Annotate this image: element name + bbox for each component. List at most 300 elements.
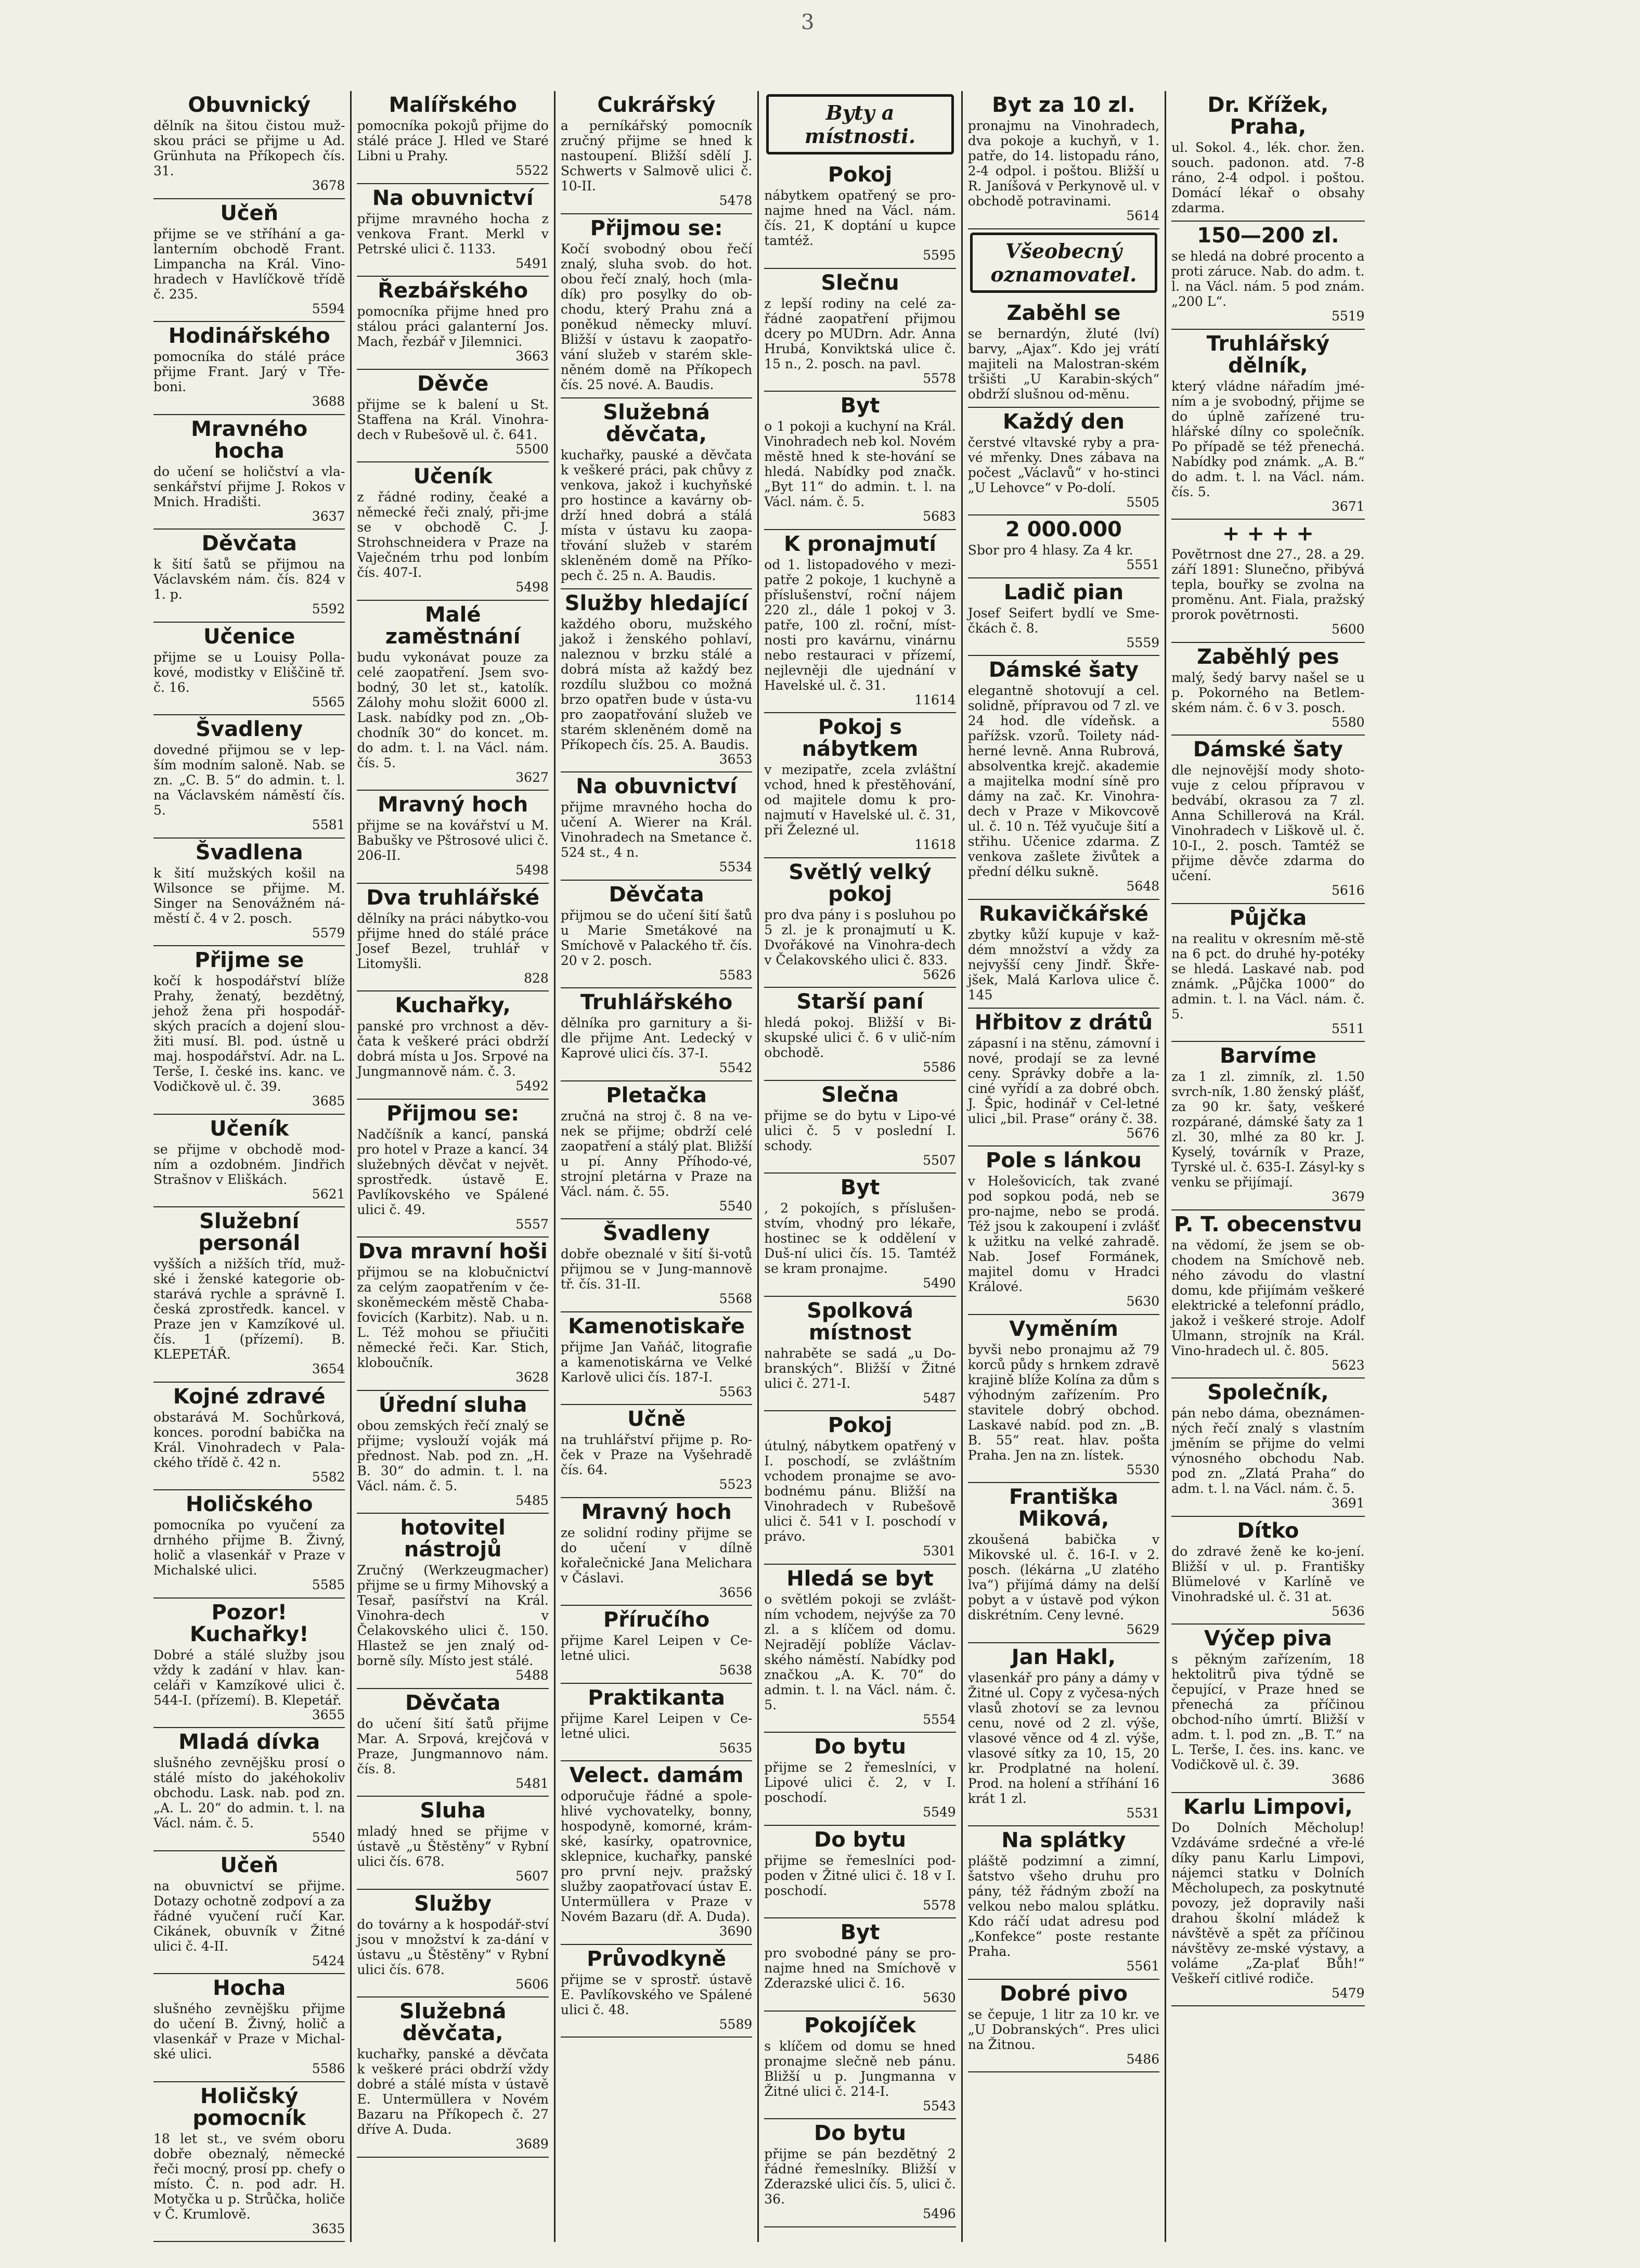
ad-body: se přijme v obchodě mod-ním a ozdobném. Jindřich Strašnov v Eliškách. [153, 1141, 345, 1187]
ad-title: Pokojíček [804, 2013, 916, 2038]
ad-number: 5531 [1126, 1805, 1160, 1821]
ad-title: Každý den [1002, 409, 1125, 434]
classified-ad [764, 2012, 955, 2120]
classified-ad [153, 839, 345, 947]
ad-number: 5554 [923, 1711, 956, 1727]
ad-body: do zdravé ženě ke ko-jení. Bližší v ul. p. Františky Blümelové v Karlíně ve Vinohradské ul. č. 31 at. [1171, 1543, 1365, 1604]
ad-body: nahraběte se sadá „u Do-branských“. Bližší v Žitné ulici č. 271-I. [764, 1345, 956, 1391]
classified-ad [764, 1081, 955, 1174]
ad-body: dovedné přijmou se v lep-ším modním saloně. Nab. se zn. „C. B. 5“ do admin. t. l. na Václavském náměstí čís. 5. [153, 742, 345, 818]
ad-body: na obuvnictví se přijme. Dotazy ochotně zodpoví a za řádné vyučení ručí Kar. Cikánek, obuvník v Žitné ulici č. 4-II. [153, 1878, 345, 1954]
ad-body: zápasní i na stěnu, zámovní i nové, prodají se za levné ceny. Správky dobře a la-ciné vyřídí a za dobré obch. J. Špic, hodinář v Cel-letné ulici „bil. Prase“ orány č. 38. [967, 1035, 1160, 1126]
ad-body: zručná na stroj č. 8 na ve-nek se přijme; obdrží celé zaopatření a stálý plat. Bližší u pí. Anny Příhodo-vé, strojní pletárna v Praze na Václ. nám. č. 55. [560, 1108, 753, 1199]
classified-ad [561, 772, 752, 881]
ad-number: 5505 [1126, 494, 1160, 510]
ad-body: se čepuje, 1 litr za 10 kr. ve „U Dobranských“. Pres ulici na Žitnou. [967, 2006, 1160, 2052]
ad-number: 5543 [923, 2098, 956, 2114]
classified-ad [764, 1565, 955, 1733]
ad-number: 828 [524, 970, 549, 986]
ad-title: Dámské šaty [988, 658, 1139, 682]
ad-body: přijme se u Louisy Polla-kové, modistky v Eliščině tř. č. 16. [153, 649, 345, 695]
classified-ad [357, 1890, 548, 1998]
ad-number: 3685 [312, 1093, 345, 1109]
ad-body: odporučuje řádné a spole-hlivé vychovatelky, bonny, hospodyně, komorné, krám-ské, kasírky, opatrovnice, sklepnice, kuchařky, panské pro první nejv. pražský služby zaopatřovací ústav E. Untermüllera v Praze v Novém Bazaru (dř. A. Duda). [560, 1788, 753, 1924]
ad-number: 5507 [923, 1152, 956, 1168]
ad-title: Do bytu [814, 2121, 906, 2145]
ad-body: přijme se pán bezdětný 2 řádné řemeslníky. Bližší v Zderazské ulici čís. 5, ulici č. 36. [764, 2146, 956, 2207]
ad-title: Služby [414, 1891, 492, 1916]
classified-ad [764, 1826, 955, 1919]
classified-ad [764, 1411, 955, 1565]
ad-body: vyšších a nižších tříd, muž-ské i ženské kategorie ob-starává rychle a správně I. česká zprostředk. kancel. v Praze jen v Kamzíkové ul. čís. 1 (přízemí). B. KLEPETÁŘ. [153, 1256, 345, 1362]
ad-title: Ladič pian [1003, 580, 1124, 604]
ad-number: 5559 [1126, 635, 1160, 650]
ad-title: Švadleny [603, 1221, 711, 1245]
ad-number: 5561 [1126, 1958, 1160, 1974]
ad-body: Do Dolních Měcholup! Vzdáváme srdečné a vře-lé díky panu Karlu Limpovi, nájemci statku v Dolních Měcholupech, za poskytnuté povozy, jež dopravily naši drahou školní mládež k návštěvě a spět za příčinou návštěvy ze-mské výstavy, a voláme „Za-plať Bůh!“ Veškeří citlivé rodiče. [1171, 1820, 1365, 1986]
ad-body: v Holešovicích, tak zvané pod sopkou podá, neb se pro-najme, nebo se prodá. Též jsou k zakoupení i zvlášť k užitku na velké zahradě. Nab. Josef Formánek, majitel domu v Hradci Králové. [967, 1174, 1160, 1294]
ad-body: zbytky kůží kupuje v kaž-dém množství a vždy za nejvyšší ceny Jindř. Škře-jšek, Malá Karlova ulice č. 145 [967, 926, 1160, 1002]
classified-ad [153, 1490, 345, 1599]
ad-body: dobře obeznalé v šití ši-votů přijmou se v Jung-mannově tř. čís. 31-II. [560, 1246, 753, 1292]
classified-ad [561, 1312, 752, 1406]
classified-ad [357, 1797, 548, 1890]
ad-number: 3688 [312, 394, 345, 409]
ad-title: Na splátky [1001, 1828, 1126, 1852]
section-header: Byty a místnosti. [766, 94, 953, 154]
ad-title: Dva mravní hoši [358, 1240, 548, 1264]
ad-title: Služby hledající [564, 591, 748, 615]
classified-ad [764, 2119, 955, 2227]
ad-title: Byt [840, 1921, 880, 1944]
ad-number: 5540 [312, 1830, 345, 1845]
ad-body: Sbor pro 4 hlasy. Za 4 kr. [967, 543, 1133, 558]
ad-number: 5563 [719, 1384, 753, 1399]
ad-number: 3656 [719, 1584, 753, 1600]
classified-ad [968, 1146, 1159, 1315]
ad-title: Děvčata [201, 532, 297, 556]
ad-title: Jan Hakl, [1011, 1645, 1116, 1669]
ad-body: malý, šedý barvy našel se u p. Pokorného na Betlem-ském nám. č. 6 v 3. posch. [1171, 669, 1365, 715]
classified-ad [561, 1945, 752, 2038]
classified-ad [561, 1405, 752, 1498]
classified-ad [153, 91, 345, 199]
ad-number: 3655 [312, 1707, 345, 1722]
ad-body: přijmou se na klobučnictví za celým zaopatřením v če-skoněmeckém městě Chaba-fovicích (Karbitz). Nab. u n. L. Též mohou se přiučiti německé řeči. Kar. Stich, kloboučník. [357, 1265, 549, 1370]
ad-number: 5490 [923, 1275, 956, 1291]
ad-body: na truhlářství přijme p. Ro-ček v Praze na Vyšehradě čís. 64. [560, 1432, 753, 1477]
ad-number: 5486 [1126, 2051, 1160, 2067]
ad-body: byvši nebo pronajmu až 79 korců půdy s hrnkem zdravě krajině blíže Kolína za dům s výhodným zařízením. Pro stavitele dobrý obchod. Laskavé nabíd. pod zn. „B. B. 55“ reat. hlav. pošta Praha. Jen na zn. lístek. [967, 1342, 1160, 1463]
ad-title: Učeň [220, 1853, 279, 1877]
ad-title: Příručího [603, 1608, 710, 1632]
ad-title: Hřbitov z drátů [974, 1010, 1153, 1035]
ad-title: Byt za 10 zl. [992, 93, 1135, 117]
ad-title: Pozor! Kuchařky! [189, 1600, 309, 1646]
classified-ad [1171, 1793, 1364, 2007]
ad-title: Služební personál [198, 1209, 301, 1255]
ad-body: pronajmu na Vinohradech, dva pokoje a kuchyň, v 1. patře, do 14. listopadu ráno, 2-4 odpol. i poštou. Bližší u R. Janíšová v Perkynově ul. v obchodě potravinami. [967, 118, 1160, 209]
ad-body: od 1. listopadového v mezi-patře 2 pokoje, 1 kuchyně a příslušenství, roční nájem 220 zl., dále 1 pokoj v 3. patře, 100 zl. roční, míst-nosti pro kavárnu, vinárnu nebo restauraci v přízemí, nejlevněji dle ujednání v Havelské ul. č. 31. [764, 557, 956, 693]
ad-number: 5487 [923, 1390, 956, 1406]
classified-ad [764, 988, 955, 1081]
ad-body: pomocníka pokojů přijme do stálé práce J. Hled ve Staré Libni u Prahy. [357, 118, 549, 163]
ad-title: Na obuvnictví [372, 186, 534, 210]
ad-title: Byt [840, 1176, 880, 1200]
classified-ad [357, 884, 548, 992]
classified-ad [357, 370, 548, 463]
ad-title: Cukrářský [597, 93, 716, 117]
ad-number: 3637 [312, 508, 345, 524]
ad-title: Kamenotiskaře [568, 1314, 745, 1338]
ad-number: 5481 [515, 1775, 549, 1791]
ad-body: Nadčíšník a kancí, panská pro hotel v Praze a kancí. 34 služebných děvčat v největ. sprostředk. ústavě E. Pavlíkovského ve Spálené ulici č. 49. [357, 1126, 549, 1217]
ad-number: 5565 [312, 694, 345, 710]
classified-ad [1171, 222, 1364, 330]
classified-ad [561, 214, 752, 398]
classified-ad [153, 946, 345, 1115]
section-header: Všeobecný oznamovatel. [970, 233, 1157, 293]
ad-title: Půjčka [1229, 906, 1307, 930]
ad-body: přijme mravného hocha z venkova Frant. Merkl v Petrské ulici č. 1133. [357, 211, 549, 256]
classified-ad [561, 589, 752, 773]
ad-number: 3654 [312, 1361, 345, 1376]
ad-title: Úřední sluha [378, 1393, 527, 1417]
ad-number: 5479 [1331, 1985, 1365, 2001]
classified-ad [153, 1599, 345, 1729]
ad-body: přijme se na kovářství u M. Babušky ve Pštrosové ulici č. 206-II. [357, 818, 549, 863]
ad-number: 5488 [515, 1668, 549, 1683]
ad-title: Děvčata [609, 882, 704, 907]
classified-ad [968, 1315, 1159, 1484]
ad-number: 5534 [719, 859, 753, 874]
ad-body: s klíčem od domu se hned pronajme slečně neb pánu. Bližší u p. Jungmanna v Žitné ulici č. 214-I. [764, 2038, 956, 2099]
ad-number: 3690 [719, 1924, 753, 1939]
ad-title: Pole s lánkou [985, 1149, 1142, 1172]
ad-number: 3653 [719, 751, 753, 767]
ad-number: 5581 [312, 817, 345, 832]
column-1 [148, 91, 352, 2242]
page-mark: 3 [801, 10, 815, 34]
classified-ad [561, 1606, 752, 1684]
ad-title: Rukavičkářské [978, 901, 1148, 926]
classified-ad [968, 299, 1159, 408]
ad-title: Pletačka [606, 1083, 707, 1107]
ad-title: Řezbářského [378, 279, 528, 303]
ad-number: 5583 [719, 967, 753, 983]
ad-title: Švadlena [195, 840, 303, 865]
classified-ad [357, 277, 548, 370]
classified-ad [561, 1219, 752, 1312]
ad-body: pomocníka do stálé práce přijme Frant. Jarý v Tře-boni. [153, 349, 345, 394]
ad-body: se bernardýn, žluté (lví) barvy, „Ajax“. Kdo jej vrátí majiteli na Malostran-ském tršišti „U Karabin-ských“ obdrží slušnou od-měnu. [967, 326, 1160, 402]
ad-body: pro dva pány i s posluhou po 5 zl. je k pronajmutí u K. Dvořákové na Vinohra-dech v Čelakovského ulici č. 833. [764, 907, 956, 968]
classified-ad [968, 1980, 1159, 2073]
ad-number: 5549 [923, 1805, 956, 1820]
ad-body: z řádné rodiny, čeaké a německé řeči znalý, při-jme se v obchodě C. J. Strohschneidera v Praze na Vaječném trhu pod lonbím čís. 407-I. [357, 489, 549, 580]
ad-number: 5623 [1331, 1357, 1365, 1373]
ad-body: přijme se ve stříhání a ga-lanterním obchodě Frant. Limpancha na Král. Vino-hradech v Havlíčkově třídě č. 235. [153, 226, 345, 302]
ad-title: Truhlářský dělník, [1206, 331, 1330, 378]
column-2 [352, 91, 555, 2242]
classified-ad [764, 1174, 955, 1297]
ad-number: 5589 [719, 2016, 753, 2032]
ad-title: Kojné zdravé [173, 1384, 326, 1409]
ad-title: + + + + [1222, 522, 1314, 546]
classified-ad [764, 269, 955, 392]
ad-title: Sluha [420, 1799, 486, 1823]
ad-number: 3691 [1331, 1496, 1365, 1511]
ad-title: Dva truhlářské [366, 885, 540, 910]
ad-body: obstarává M. Sochůrková, konces. porodní babička na Král. Vinohradech v Pala-ckého třídě č. 42 n. [153, 1409, 345, 1470]
ad-number: 3671 [1331, 498, 1365, 514]
ad-body: dělníky na práci nábytko-vou přijme hned do stálé práce Josef Bezel, truhlář v Litomyšli. [357, 910, 549, 971]
ad-body: o 1 pokoji a kuchyní na Král. Vinohradech neb kol. Novém městě hned k ste-hování se hledá. Nabídky pod značk. „Byt 11“ do admin. t. l. na Václ. nám. č. 5. [764, 419, 956, 509]
classified-ad [153, 415, 345, 530]
ad-number: 5586 [312, 2061, 345, 2076]
ad-number: 5523 [719, 1477, 753, 1492]
ad-body: , 2 pokojích, s příslušen-stvím, vhodný pro lékaře, hostinec se k oddělení v Duš-ní ulici čís. 15. Tamtéž se kram pronajme. [764, 1201, 956, 1276]
classified-ad [764, 1297, 955, 1412]
ad-number: 3679 [1331, 1189, 1365, 1204]
ad-title: Spolková místnost [807, 1298, 913, 1345]
ad-title: Františka Miková, [1009, 1485, 1119, 1531]
classified-ad [968, 1826, 1159, 1980]
ad-title: Přijmou se: [590, 216, 723, 240]
ad-title: Mravný hoch [378, 793, 528, 817]
ad-title: 2 000.000 [1005, 518, 1122, 542]
ad-body: přijme se do bytu v Lipo-vé ulici č. 5 v poslední I. schody. [764, 1107, 956, 1153]
ad-title: Do bytu [814, 1827, 906, 1852]
ad-body: zkoušená babička v Mikovské ul. č. 16-I. v 2. posch. (lékárna „U zlatého lva“) přijímá dámy na delší pobyt a v ústavě pod výkon diskrétním. Ceny levné. [967, 1532, 1160, 1622]
classified-ad [357, 601, 548, 791]
ad-number: 5600 [1331, 622, 1365, 637]
ad-number: 5579 [312, 925, 345, 940]
ad-body: a perníkářský pomocník zručný přijme se hned k nastoupení. Bližší sdělí J. Schwerts v Salmově ulici č. 10-II. [560, 118, 753, 194]
ad-title: Holičského [185, 1492, 313, 1516]
ad-body: Dobré a stálé služby jsou vždy k zadání v hlav. kan-celáři v Kamzíkové ulici č. 544-I. (přízemí). B. Klepetář. [153, 1647, 345, 1708]
ad-title: Děvčata [405, 1691, 501, 1715]
ad-number: 5578 [923, 370, 956, 386]
ad-number: 5594 [312, 301, 345, 316]
ad-title: Pokoj s nábytkem [802, 715, 919, 761]
ad-title: Učenice [203, 624, 295, 649]
classified-ad [153, 322, 345, 415]
classified-ad [357, 1998, 548, 2158]
ad-number: 5557 [515, 1216, 549, 1232]
classified-ad [561, 881, 752, 989]
ad-body: ul. Sokol. 4., lék. chor. žen. souch. padonon. atd. 7-8 ráno, 2-4 odpol. i poštou. Domácí lékař o obsahy zdarma. [1171, 140, 1365, 215]
ad-number: 5635 [719, 1740, 753, 1756]
ad-title: Karlu Limpovi, [1183, 1795, 1353, 1819]
ad-body: útulný, nábytkem opatřený v I. poschodí, se zvláštním vchodem pronajme se avo-bodnému pánu. Bližší na Vinohradech v Rubešově ulici č. 541 v I. poschodí v právo. [764, 1438, 956, 1544]
ad-title: Velect. damám [569, 1763, 744, 1787]
ad-title: Dámské šaty [1193, 738, 1343, 762]
ad-number: 5636 [1331, 1603, 1365, 1619]
ad-number: 5578 [923, 1897, 956, 1913]
ad-title: Dr. Křížek, Praha, [1207, 93, 1329, 139]
ad-body: vlasenkář pro pány a dámy v Žitné ul. Copy z vyčesa-ných vlasů zhotoví se za levnou cenu, nové od 2 zl. výše, vlasové věnce od 4 zl. výše, vlasové sítky za 10, 15, 20 kr. Prodplatné na holení. Prod. na holení a stříhání 16 krát 1 zl. [967, 1670, 1160, 1806]
ad-body: pro svobodné pány se pro-najme hned na Smíchově v Zderazské ulici č. 16. [764, 1945, 956, 1991]
ad-title: K pronajmutí [784, 532, 936, 556]
ad-number: 5496 [923, 2206, 956, 2221]
classified-ad [968, 91, 1159, 229]
ad-title: Mravného hocha [191, 417, 308, 463]
ad-title: Holičský pomocník [192, 2084, 306, 2130]
ad-number: 5607 [515, 1868, 549, 1884]
ad-number: 3678 [312, 178, 345, 193]
ad-number: 11618 [914, 837, 956, 852]
ad-body: 18 let st., ve svém oboru dobře obeznalý, německé řeči mocný, prosí pp. chefy o místo. Č. n. pod adr. H. Motyčka u p. Strůčka, holiče v Č. Krumlově. [153, 2131, 345, 2222]
ad-body: pán nebo dáma, obeznámen-ných řečí znalý s vlastním jměním se přijme do velmi výnosného obchodu Nab. pod zn. „Zlatá Praha“ do adm. t. l. na Václ. nám. č. 5. [1171, 1406, 1365, 1496]
classified-ad [357, 1100, 548, 1238]
ad-title: Zaběhlý pes [1197, 645, 1339, 669]
ad-title: Služebná děvčata, [603, 400, 710, 446]
column-5 [963, 91, 1166, 2242]
column-4 [759, 91, 962, 2242]
ad-body: přijme se řemeslníci pod-poden v Žitné ulici č. 18 v I. poschodí. [764, 1852, 956, 1898]
ad-body: dle nejnovější mody shoto-vuje z celou přípravou v bedvábí, okrasou za 7 zl. Anna Schillerová na Král. Vinohradech v Liškově ul. č. 10-I., 2. posch. Tamtéž se přijme děvče zdarma do učení. [1171, 763, 1365, 883]
ad-number: 5492 [515, 1078, 549, 1093]
ad-number: 5522 [515, 163, 549, 178]
ad-body: do učení se holičství a vla-senkářství přijme J. Rokos v Mnich. Hradišti. [153, 463, 345, 509]
ad-title: Světlý velký pokoj [789, 860, 932, 906]
ad-body: nábytkem opatřený se pro-najme hned na Václ. nám. čís. 21, K doptání u kupce tamtéž. [764, 188, 956, 248]
ad-number: 5592 [312, 601, 345, 616]
ad-body: ze solidní rodiny přijme se do učení v dílně kořalečnické Jana Melichara v Čáslavi. [560, 1525, 753, 1586]
ad-number: 3628 [515, 1370, 549, 1385]
ad-number: 5676 [1126, 1125, 1160, 1141]
classified-ad [764, 530, 955, 714]
ad-title: Kuchařky, [395, 994, 511, 1017]
ad-body: na vědomí, že jsem se ob-chodem na Smíchově neb. ného závodu do vlastní domu, kde přijímám veškeré elektrické a telefonní prádlo, jakož i veškeré stroje. Adolf Ulmann, strojník na Král. Vino-hradech ul. č. 805. [1171, 1237, 1365, 1358]
ad-title: Starší paní [796, 990, 924, 1014]
classified-ad [561, 91, 752, 214]
ad-body: s pěkným zařízením, 18 hektolitrů piva týdně se čepující, v Praze hned se přenechá za příčinou obchod-ního úmrtí. Bližší v adm. t. l. pod zn. „B. T.“ na L. Terše, I. čes. ins. kanc. ve Vodičkově ul. č. 39. [1171, 1652, 1365, 1772]
ad-title: Slečna [821, 1083, 899, 1107]
ad-body: hledá pokoj. Bližší v Bi-skupské ulici č. 6 v ulič-ním obchodě. [764, 1015, 956, 1060]
ad-number: 5498 [515, 579, 549, 595]
ad-number: 5301 [923, 1543, 956, 1558]
classified-ad [561, 1684, 752, 1762]
ad-title: Učeník [210, 1116, 289, 1141]
classified-ad [357, 991, 548, 1100]
classified-ad [357, 184, 548, 277]
ad-number: 11614 [914, 692, 956, 707]
ad-title: 150—200 zl. [1197, 224, 1339, 248]
classified-ad [153, 199, 345, 323]
ad-title: Mladá dívka [178, 1730, 320, 1754]
ad-body: přijme mravného hocha do učení A. Wierer na Král. Vinohradech na Smetance č. 524 st., 4 n. [560, 800, 753, 860]
classified-ad [561, 1761, 752, 1945]
ad-number: 5424 [312, 1953, 345, 1968]
ad-title: Přijme se [195, 948, 304, 972]
classified-ad [153, 1115, 345, 1208]
ad-number: 3686 [1331, 1772, 1365, 1787]
ad-title: Společník, [1207, 1381, 1329, 1404]
ad-title: Hocha [213, 1976, 286, 2000]
ad-title: Hodinářského [168, 324, 330, 348]
classified-ad [357, 1238, 548, 1391]
ad-title: Učeník [413, 465, 493, 488]
ad-body: slušného zevnějšku přijme do učení B. Živný, holič a vlasenkář v Praze v Michal-ské ulici. [153, 2001, 345, 2061]
classified-ad [1171, 1378, 1364, 1517]
ad-number: 5606 [515, 1976, 549, 1992]
ad-body: Josef Seifert bydlí ve Sme-čkách č. 8. [967, 605, 1160, 636]
ad-body: v mezipatře, zcela zvláštní vchod, hned k přestěhování, od majitele domu k pro-najmutí v Havelské ul. č. 31, při Železné ul. [764, 762, 956, 837]
classified-ad [764, 392, 955, 530]
ad-number: 5519 [1331, 308, 1365, 324]
ad-number: 5500 [515, 441, 549, 457]
ad-title: Dobré pivo [999, 1981, 1128, 2006]
ad-number: 5648 [1126, 879, 1160, 894]
ad-body: přijme se k balení u St. Staffena na Král. Vinohra-dech v Rubešově ul. č. 641. [357, 396, 549, 442]
classified-ad [153, 623, 345, 716]
ad-body: k šití šatů se přijmou na Václavském nám. čís. 824 v 1. p. [153, 557, 345, 602]
column-6 [1166, 91, 1370, 2242]
ad-title: hotovitel nástrojů [400, 1516, 506, 1562]
classified-ad [357, 462, 548, 601]
ad-body: Povětrnost dne 27., 28. a 29. září 1891: Slunečno, přibývá tepla, bouřky se zvolna na proměnu. Ant. Fiala, pražský prorok povětrnosti. [1171, 547, 1365, 622]
ad-body: k šití mužských košil na Wilsonce se přijme. M. Singer na Senovážném ná-městí č. 4 v 2. posch. [153, 865, 345, 926]
ad-title: Hledá se byt [786, 1566, 934, 1591]
ad-title: Dítko [1237, 1518, 1299, 1543]
ad-body: který vládne nářadím jmé-ním a je svobodný, přijme se do úplně zařízené tru-hlářské dílny co společník. Po případě se též přenechá. Nabídky pod známk. „A. B.“ do adm. t. l. na Václ. nám. čís. 5. [1171, 378, 1365, 499]
classified-ad [1171, 91, 1364, 222]
classified-ad [153, 1851, 345, 1975]
ad-number: 5586 [923, 1060, 956, 1075]
classified-ad [357, 91, 548, 184]
ad-body: přijme Jan Vaňáč, litografie a kamenotiskárna ve Velké Karlově ulici čís. 187-I. [560, 1339, 753, 1385]
classified-ad [1171, 1517, 1364, 1625]
ad-title: Obuvnický [188, 93, 311, 117]
classified-ad [968, 1483, 1159, 1643]
classified-ad [764, 161, 955, 269]
ad-body: pláště podzimní a zimní, šatstvo všeho druhu pro pány, též řádným zboží na velkou nebo malou splátku. Kdo ráčí udat adresu pod „Konfekce“ poste restante Praha. [967, 1853, 1160, 1959]
ad-number: 5542 [719, 1060, 753, 1075]
classified-ad [357, 1514, 548, 1689]
ad-body: přijme se 2 řemeslníci, v Lipové ulici č. 2, v I. poschodí. [764, 1760, 956, 1805]
ad-body: přijmou se do učení šití šatů u Marie Smetákové na Smíchově v Palackého tř. čís. 20 v 2. posch. [560, 907, 753, 968]
classified-ad [561, 988, 752, 1081]
ad-body: dělník na šitou čistou muž-skou práci se přijme u Ad. Grünhuta na Příkopech čís. 31. [153, 118, 345, 178]
ad-body: přijme Karel Leipen v Ce-letné ulici. [560, 1710, 753, 1741]
classified-ad [968, 656, 1159, 900]
classified-ad [153, 530, 345, 623]
ad-number: 3635 [312, 2221, 345, 2236]
ad-body: o světlém pokoji se zvlášt-ním vchodem, nejvýše za 70 zl. a s klíčem od domu. Nejradějí poblíže Václav-ského náměstí. Nabídky pod značkou „A. K. 70“ do admin. t. l. na Václ. nám. č. 5. [764, 1591, 956, 1712]
ad-number: 5540 [719, 1198, 753, 1214]
ad-body: pomocníka přijme hned pro stálou práci galanterní Jos. Mach, řezbář v Jilemnici. [357, 304, 549, 349]
ad-number: 5485 [515, 1492, 549, 1508]
classified-ad [1171, 330, 1364, 520]
ad-title: Mravný hoch [581, 1500, 732, 1524]
ad-title: Vyměním [1009, 1317, 1118, 1341]
classified-ad [561, 398, 752, 589]
ad-number: 5491 [515, 255, 549, 271]
ad-title: Přijmou se: [386, 1101, 520, 1126]
ad-title: Pokoj [828, 1413, 893, 1437]
classified-ad [968, 578, 1159, 656]
classified-ad [968, 1643, 1159, 1827]
ad-number: 5630 [1126, 1294, 1160, 1309]
classified-ad [968, 900, 1159, 1009]
ad-title: Učně [627, 1407, 686, 1431]
ad-number: 5683 [923, 509, 956, 524]
ad-body: do učení šití šatů přijme Mar. A. Srpová, krejčová v Praze, Jungmannovo nám. čís. 8. [357, 1716, 549, 1776]
classified-ad [1171, 643, 1364, 736]
classified-ad [153, 1207, 345, 1383]
